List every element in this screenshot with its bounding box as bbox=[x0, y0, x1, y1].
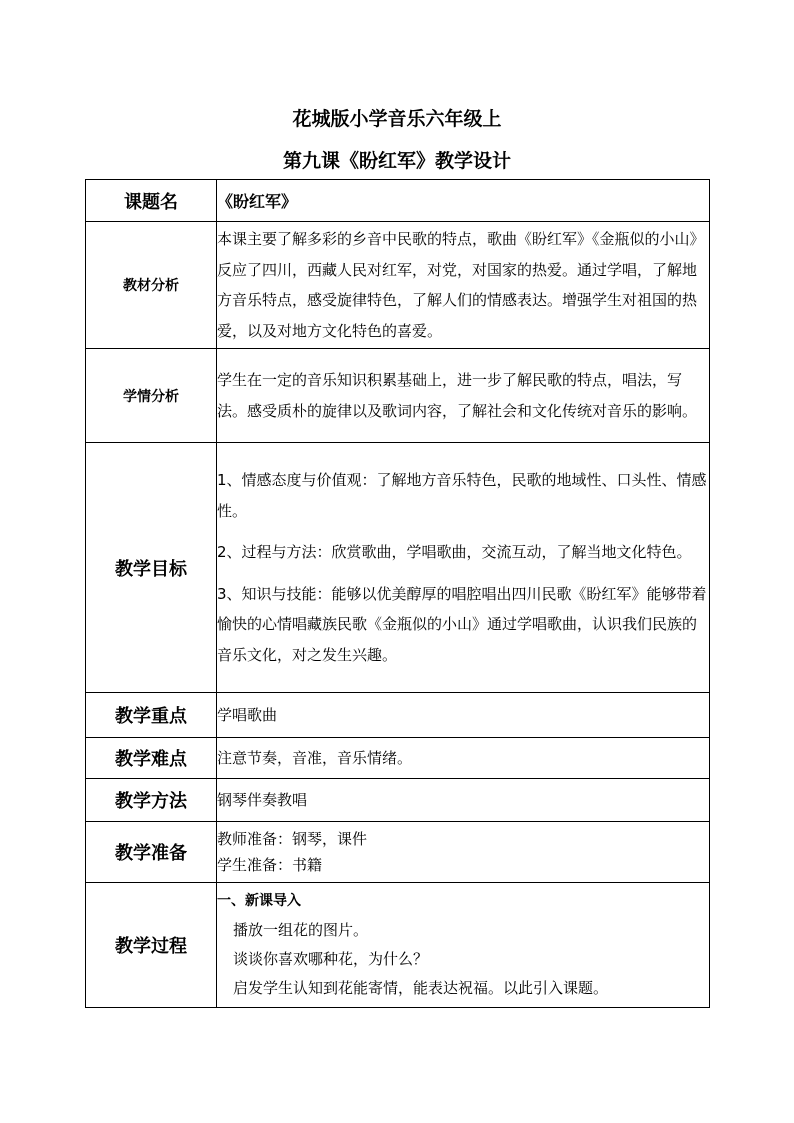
lesson-plan-table bbox=[85, 179, 710, 1008]
topic-label: 课题名 bbox=[86, 180, 217, 222]
material-analysis-text: 本课主要了解多彩的乡音中民歌的特点，歌曲《盼红军》《金瓶似的小山》反应了四川，西藏人民对红军，对党，对国家的热爱。通过学唱，了解地方音乐特点，感受旋律特色，了解人们的情感表达。增强学生对祖国的热爱，以及对地方文化特色的喜爱。 bbox=[217, 222, 710, 349]
difficulty-row bbox=[86, 738, 710, 779]
key-point-label: 教学重点 bbox=[86, 693, 217, 738]
goal-item: 1、情感态度与价值观：了解地方音乐特色，民歌的地域性、口头性、情感性。 bbox=[217, 471, 707, 520]
process-content bbox=[217, 883, 710, 1008]
process-step: 启发学生认知到花能寄情，能表达祝福。以此引入课题。 bbox=[233, 979, 609, 997]
teaching-goals-row bbox=[86, 443, 710, 693]
student-analysis-label: 学情分析 bbox=[86, 349, 217, 443]
preparation-content bbox=[217, 822, 710, 883]
preparation-label: 教学准备 bbox=[86, 822, 217, 883]
process-label: 教学过程 bbox=[86, 883, 217, 1008]
goal-item: 3、知识与技能：能够以优美醇厚的唱腔唱出四川民歌《盼红军》能够带着愉快的心情唱藏族民歌《金瓶似的小山》通过学唱歌曲，认识我们民族的音乐文化，对之发生兴趣。 bbox=[217, 584, 707, 664]
material-analysis-label: 教材分析 bbox=[86, 222, 217, 349]
key-point-row bbox=[86, 693, 710, 738]
student-analysis-row bbox=[86, 349, 710, 443]
process-step: 播放一组花的图片。 bbox=[233, 921, 369, 939]
goal-item: 2、过程与方法：欣赏歌曲，学唱歌曲，交流互动，了解当地文化特色。 bbox=[217, 543, 692, 561]
student-preparation: 学生准备：书籍 bbox=[217, 856, 323, 874]
process-heading: 一、新课导入 bbox=[217, 893, 301, 909]
topic-row bbox=[86, 180, 710, 222]
key-point-value: 学唱歌曲 bbox=[217, 693, 710, 738]
method-label: 教学方法 bbox=[86, 779, 217, 822]
method-value: 钢琴伴奏教唱 bbox=[217, 779, 710, 822]
difficulty-value: 注意节奏，音准，音乐情绪。 bbox=[217, 738, 710, 779]
document-title: 花城版小学音乐六年级上 bbox=[292, 108, 502, 130]
topic-value: 《盼红军》 bbox=[217, 180, 710, 222]
process-row bbox=[86, 883, 710, 1008]
lesson-title: 第九课《盼红军》教学设计 bbox=[282, 150, 511, 172]
difficulty-label: 教学难点 bbox=[86, 738, 217, 779]
method-row bbox=[86, 779, 710, 822]
student-analysis-text: 学生在一定的音乐知识积累基础上，进一步了解民歌的特点，唱法，写法。感受质朴的旋律以及歌词内容，了解社会和文化传统对音乐的影响。 bbox=[217, 349, 710, 443]
preparation-row bbox=[86, 822, 710, 883]
process-step: 谈谈你喜欢哪种花，为什么？ bbox=[233, 950, 429, 968]
teaching-goals-content bbox=[217, 443, 710, 693]
teaching-goals-label: 教学目标 bbox=[86, 443, 217, 693]
material-analysis-row bbox=[86, 222, 710, 349]
teacher-preparation: 教师准备：钢琴，课件 bbox=[217, 830, 368, 848]
